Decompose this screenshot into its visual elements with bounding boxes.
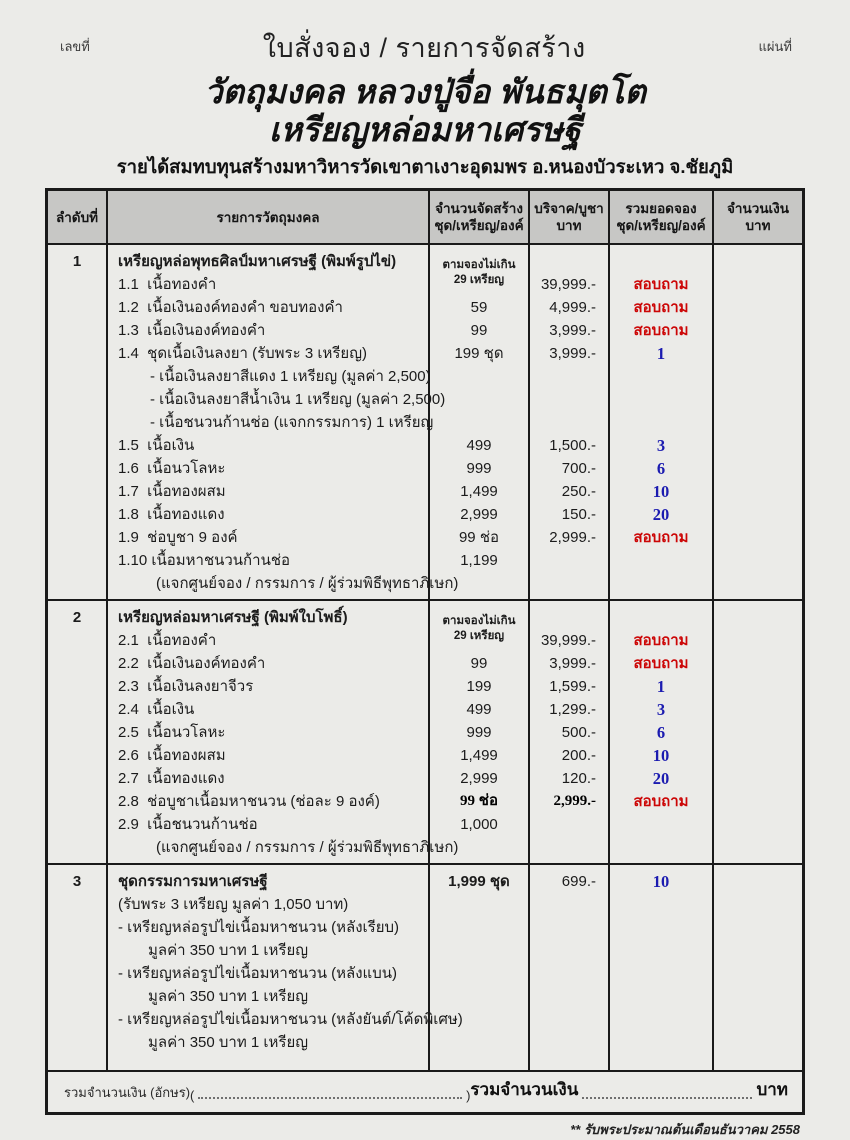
item-line: 2.5 เนื้อนวโลหะ [118,724,226,741]
order-value: 20 [652,505,670,524]
section-1-price [530,245,610,599]
item-subline: - เหรียญหล่อรูปไข่เนื้อมหาชนวน (หลังแบน) [118,965,397,982]
order-table [45,188,805,1115]
section-3-spacer [118,1054,424,1066]
baht-label: บาท [756,1080,788,1099]
qty-value: 999 [466,460,492,477]
price-value [530,365,596,388]
price-value: 120.- [561,770,596,787]
total-written-blank [198,1096,462,1099]
col-header-amount [714,191,802,243]
item-subline: มูลค่า 350 บาท 1 เหรียญ [148,942,309,959]
section-3-number [48,865,108,1070]
close-paren: ) [466,1088,471,1103]
order-value-ask: สอบถาม [633,655,689,672]
item-line: 1.9 ช่อบูชา 9 องค์ [118,529,238,546]
price-value [530,250,596,273]
table-header-row [48,191,802,245]
col-header-orders [610,191,714,243]
order-value [610,388,712,411]
doc-number-label: เลขที่ [60,39,90,54]
item-line: 2.4 เนื้อเงิน [118,701,195,718]
qty-value: 199 ชุด [454,345,504,362]
price-value: 699.- [561,873,596,890]
sheet-number-label: แผ่นที่ [758,39,792,54]
price-value: 39,999.- [540,276,596,293]
price-value: 3,999.- [549,655,596,672]
price-value: 39,999.- [540,632,596,649]
section-number: 2 [72,609,82,626]
section-1-orders [610,245,714,599]
amulet-title-line1: วัตถุมงคล หลวงปู่จื่อ พันธมุตโต [204,73,646,110]
qty-value [430,572,528,595]
col-header-orders-line2: ชุด/เหรียญ/องค์ [616,218,706,233]
qty-value: 2,999 [460,770,498,787]
item-line: 2.2 เนื้อเงินองค์ทองคำ [118,655,266,672]
price-value: 500.- [561,724,596,741]
totals-row [48,1072,802,1112]
price-value: 700.- [561,460,596,477]
item-line: 1.7 เนื้อทองผสม [118,483,226,500]
qty-value [430,411,528,434]
item-subline: - เนื้อเงินลงยาสีน้ำเงิน 1 เหรียญ (มูลค่า 2,500) [150,391,446,408]
price-value [530,411,596,434]
price-value: 3,999.- [549,322,596,339]
item-line: 1.4 ชุดเนื้อเงินลงยา (รับพระ 3 เหรียญ) [118,345,367,362]
section-2-items [108,601,459,863]
item-line: (รับพระ 3 เหรียญ มูลค่า 1,050 บาท) [118,896,349,913]
qty-value: 99 ช่อ [458,529,500,546]
item-subline: - เหรียญหล่อรูปไข่เนื้อมหาชนวน (หลังยันต์/โค้ดพิเศษ) [118,1011,463,1028]
order-value [610,250,712,273]
section-3-amount [714,865,802,1070]
price-value: 150.- [561,506,596,523]
order-value-ask: สอบถาม [633,529,689,546]
section-1-amount [714,245,802,599]
item-line: เหรียญหล่อมหาเศรษฐี (พิมพ์ใบโพธิ์) [118,609,348,626]
price-value: 2,999.- [553,793,596,809]
price-value: 250.- [561,483,596,500]
section-3-qty [430,865,530,1070]
order-value-ask: สอบถาม [633,299,689,316]
item-line: 2.6 เนื้อทองผสม [118,747,226,764]
col-header-item [108,191,430,243]
price-value: 1,299.- [549,701,596,718]
section-number: 3 [72,873,82,890]
col-header-price-line2: บาท [556,218,582,233]
section-3-orders [610,865,714,1070]
order-value-ask: สอบถาม [633,322,689,339]
section-3 [48,865,802,1072]
item-subline: - เนื้อชนวนก้านช่อ (แจกกรรมการ) 1 เหรียญ [150,414,434,431]
order-value: 6 [656,723,666,742]
item-subline: - เหรียญหล่อรูปไข่เนื้อมหาชนวน (หลังเรียบ) [118,919,400,936]
item-line: 1.8 เนื้อทองแดง [118,506,225,523]
section-2-number [48,601,108,863]
qty-value: 99 [470,322,488,339]
item-line: 2.8 ช่อบูชาเนื้อมหาชนวน (ช่อละ 9 องค์) [118,793,380,810]
qty-value: 99 ช่อ [460,793,498,809]
section-1-number [48,245,108,599]
form-title: ใบสั่งจอง / รายการจัดสร้าง [262,33,586,63]
item-line: 2.1 เนื้อทองคำ [118,632,217,649]
price-value: 2,999.- [549,529,596,546]
qty-value: 499 [466,701,492,718]
qty-value: 999 [466,724,492,741]
price-value: 1,599.- [549,678,596,695]
qty-note [430,606,528,652]
item-note-line: (แจกศูนย์จอง / กรรมการ / ผู้ร่วมพิธีพุทธาภิเษก) [156,575,459,592]
col-header-no [48,191,108,243]
price-value: 4,999.- [549,299,596,316]
item-line: 1.10 เนื้อมหาชนวนก้านช่อ [118,552,291,569]
qty-value: 59 [470,299,488,316]
total-amount-blank [582,1096,752,1099]
total-written-label: รวมจำนวนเงิน (อักษร) [64,1085,191,1100]
order-value [610,365,712,388]
section-number: 1 [72,253,82,270]
qty-value: 1,000 [460,816,498,833]
qty-note-line2: 29 เหรียญ [453,630,505,642]
section-2-price [530,601,610,863]
item-line: 1.5 เนื้อเงิน [118,437,195,454]
open-paren: ( [190,1088,195,1103]
fundraising-subtitle: รายได้สมทบทุนสร้างมหาวิหารวัดเขาตาเงาะอุดมพร อ.หนองบัวระเหว จ.ชัยภูมิ [116,156,734,177]
item-line: ชุดกรรมการมหาเศรษฐี [118,873,268,890]
qty-value: 499 [466,437,492,454]
section-1-qty [430,245,530,599]
qty-note-line1: ตามจองไม่เกิน [442,259,516,271]
order-value: 3 [656,700,666,719]
price-value [530,388,596,411]
section-3-items [108,865,463,1070]
col-header-price-line1: บริจาค/บูชา [534,201,604,216]
col-header-price [530,191,610,243]
qty-note-line2: 29 เหรียญ [453,274,505,286]
qty-value: 1,199 [460,552,498,569]
item-line: เหรียญหล่อพุทธศิลป์มหาเศรษฐี (พิมพ์รูปไข่) [118,253,397,270]
order-value-ask: สอบถาม [633,793,689,810]
price-value [530,606,596,629]
item-line: 1.2 เนื้อเงินองค์ทองคำ ขอบทองคำ [118,299,343,316]
price-value: 1,500.- [549,437,596,454]
order-value: 10 [652,482,670,501]
col-header-amount-line1: จำนวนเงิน [727,201,789,216]
col-header-made [430,191,530,243]
order-value [610,411,712,434]
qty-value: 199 [466,678,492,695]
price-value: 200.- [561,747,596,764]
item-line: 1.6 เนื้อนวโลหะ [118,460,226,477]
item-note-line: (แจกศูนย์จอง / กรรมการ / ผู้ร่วมพิธีพุทธาภิเษก) [156,839,459,856]
col-header-made-line2: ชุด/เหรียญ/องค์ [434,218,524,233]
section-3-price [530,865,610,1070]
order-value: 20 [652,769,670,788]
order-value: 10 [652,746,670,765]
delivery-footnote: ** รับพระประมาณต้นเดือนธันวาคม 2558 [570,1122,800,1137]
order-value: 3 [656,436,666,455]
item-line: 1.1 เนื้อทองคำ [118,276,217,293]
col-header-made-line1: จำนวนจัดสร้าง [435,201,523,216]
order-value: 1 [656,344,666,363]
item-line: 2.9 เนื้อชนวนก้านช่อ [118,816,258,833]
qty-value: 2,999 [460,506,498,523]
qty-value: 99 [470,655,488,672]
item-subline: มูลค่า 350 บาท 1 เหรียญ [148,988,309,1005]
item-line: 2.3 เนื้อเงินลงยาจีวร [118,678,254,695]
form-header [0,0,850,69]
section-1-items [108,245,459,599]
item-line: 2.7 เนื้อทองแดง [118,770,225,787]
order-value-ask: สอบถาม [633,276,689,293]
price-value: 3,999.- [549,345,596,362]
section-2 [48,601,802,865]
section-2-amount [714,601,802,863]
col-header-amount-line2: บาท [745,218,771,233]
amulet-title-line2: เหรียญหล่อมหาเศรษฐี [269,111,581,148]
order-value: 1 [656,677,666,696]
section-2-orders [610,601,714,863]
col-header-orders-line1: รวมยอดจอง [625,201,697,216]
section-2-qty [430,601,530,863]
qty-value: 1,999 ชุด [448,873,510,890]
qty-value: 1,499 [460,747,498,764]
item-line: 1.3 เนื้อเงินองค์ทองคำ [118,322,266,339]
qty-value [430,365,528,388]
item-subline: - เนื้อเงินลงยาสีแดง 1 เหรียญ (มูลค่า 2,500) [150,368,431,385]
col-header-no-label: ลำดับที่ [55,209,99,225]
qty-value [430,388,528,411]
qty-note [430,250,528,296]
qty-note-line1: ตามจองไม่เกิน [442,615,516,627]
section-1 [48,245,802,601]
order-value: 10 [652,872,670,891]
item-subline: มูลค่า 350 บาท 1 เหรียญ [148,1034,309,1051]
col-header-item-label: รายการวัตถุมงคล [216,209,320,225]
order-value [610,606,712,629]
order-value-ask: สอบถาม [633,632,689,649]
qty-value: 1,499 [460,483,498,500]
order-value: 6 [656,459,666,478]
total-amount-label: รวมจำนวนเงิน [470,1080,579,1099]
